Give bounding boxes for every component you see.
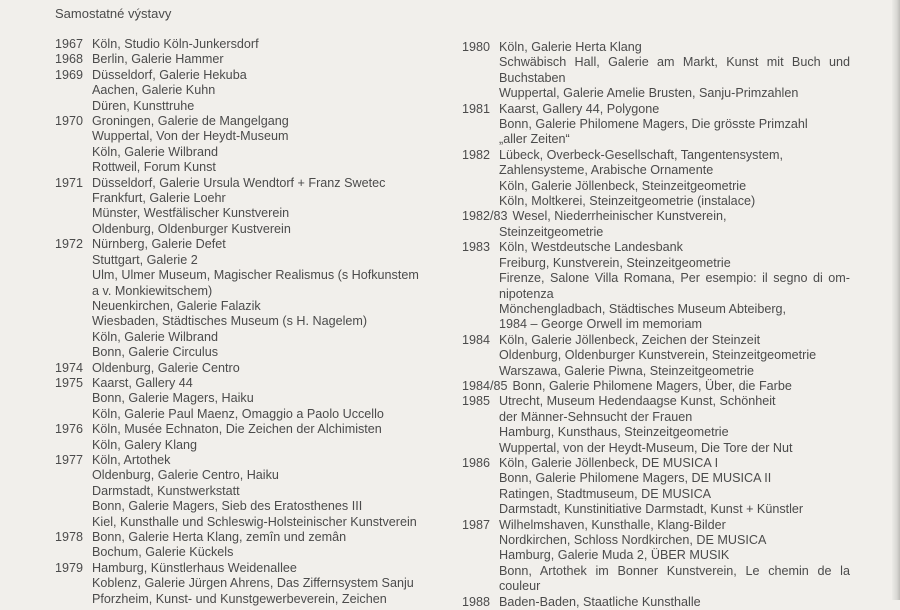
exhibition-venue: Freiburg, Kunstverein, Steinzeitgeometrie xyxy=(499,255,731,270)
exhibition-line xyxy=(55,376,440,391)
exhibition-year: 1984 xyxy=(462,332,491,347)
exhibition-line xyxy=(55,484,440,499)
exhibition-line xyxy=(55,222,440,237)
exhibition-year: 1985 xyxy=(462,394,491,409)
exhibition-line xyxy=(462,240,850,255)
exhibition-year xyxy=(55,484,92,499)
exhibition-year-entry xyxy=(462,333,850,379)
exhibition-line xyxy=(55,391,440,406)
exhibition-line xyxy=(55,468,440,483)
exhibition-venue: Darmstadt, Kunstinitiative Darmstadt, Kunst + Künstler xyxy=(499,502,804,517)
exhibition-venue: Darmstadt, Kunstwerkstatt xyxy=(92,483,240,498)
exhibition-year: 1982 xyxy=(462,147,491,162)
exhibition-venue: Köln, Galerie Jöllenbeck, Steinzeitgeometrie xyxy=(499,178,747,193)
exhibition-line xyxy=(462,86,850,101)
exhibition-year-entry xyxy=(462,240,850,332)
exhibition-year xyxy=(462,317,499,332)
exhibition-line xyxy=(55,561,440,576)
exhibition-year: 1975 xyxy=(55,375,84,390)
exhibition-line xyxy=(55,453,440,468)
exhibition-year: 1981 xyxy=(462,101,491,116)
exhibition-year xyxy=(462,225,499,240)
exhibition-year-entry xyxy=(462,456,850,518)
exhibitions-column-left xyxy=(55,37,440,607)
exhibition-year-entry xyxy=(55,237,440,360)
exhibition-venue: Oldenburg, Galerie Centro xyxy=(92,360,240,375)
exhibition-venue: Wuppertal, von der Heydt-Museum, Die Tore der Nut xyxy=(499,440,793,455)
exhibition-year xyxy=(462,86,499,101)
exhibition-line xyxy=(462,179,850,194)
exhibition-year xyxy=(462,441,499,456)
exhibition-year-entry xyxy=(55,530,440,561)
exhibition-year xyxy=(55,129,92,144)
exhibition-year xyxy=(462,302,499,317)
exhibition-year: 1986 xyxy=(462,455,491,470)
exhibition-year xyxy=(55,160,92,175)
exhibition-line xyxy=(462,132,850,147)
exhibition-venue: Schwäbisch Hall, Galerie am Markt, Kunst mit Buch und xyxy=(499,55,850,70)
exhibition-venue: Groningen, Galerie de Mangelgang xyxy=(92,114,289,129)
exhibition-year-entry xyxy=(462,40,850,102)
exhibition-venue: Köln, Studio Köln-Junkersdorf xyxy=(92,37,259,51)
section-heading: Samostatné výstavy xyxy=(55,6,172,21)
exhibition-year-entry xyxy=(55,68,440,114)
exhibition-line xyxy=(462,441,850,456)
exhibition-venue: Bonn, Galerie Circulus xyxy=(92,345,218,360)
exhibition-year-entry xyxy=(55,422,440,453)
exhibition-venue: Wilhelmshaven, Kunsthalle, Klang-Bilder xyxy=(499,517,726,532)
exhibition-venue: Lübeck, Overbeck-Gesellschaft, Tangentensystem, xyxy=(499,147,783,162)
exhibition-line xyxy=(55,499,440,514)
exhibition-year-entry xyxy=(55,561,440,607)
exhibition-venue: Kaarst, Gallery 44 xyxy=(92,375,193,390)
exhibition-line xyxy=(55,545,440,560)
exhibition-line xyxy=(462,302,850,317)
exhibition-venue: Köln, Galerie Herta Klang xyxy=(499,40,642,54)
exhibition-year xyxy=(55,330,92,345)
exhibition-line xyxy=(55,237,440,252)
exhibition-line xyxy=(55,330,440,345)
exhibition-year xyxy=(462,179,499,194)
exhibition-venue: 1984 – George Orwell im memoriam xyxy=(499,317,702,332)
exhibition-year xyxy=(55,206,92,221)
exhibition-line xyxy=(462,287,850,302)
exhibition-year-entry xyxy=(55,114,440,176)
exhibition-line xyxy=(462,40,850,55)
exhibition-year xyxy=(462,271,499,286)
exhibition-line xyxy=(55,515,440,530)
exhibition-year xyxy=(462,502,499,517)
exhibition-line xyxy=(55,268,440,283)
exhibition-venue: Hamburg, Kunsthaus, Steinzeitgeometrie xyxy=(499,425,729,440)
exhibition-year xyxy=(462,287,499,302)
exhibition-year: 1984/85 xyxy=(462,378,508,393)
exhibition-venue: Pforzheim, Kunst- und Kunstgewerbeverein, Zeichen xyxy=(92,591,387,606)
exhibition-line xyxy=(462,410,850,425)
exhibition-line xyxy=(462,595,850,610)
exhibition-year xyxy=(462,256,499,271)
exhibition-line xyxy=(55,191,440,206)
exhibition-line xyxy=(462,564,850,579)
exhibition-venue: „aller Zeiten“ xyxy=(499,132,570,147)
exhibition-line xyxy=(55,284,440,299)
exhibition-year-entry xyxy=(462,148,850,210)
exhibition-year xyxy=(55,407,92,422)
exhibition-venue: Aachen, Galerie Kuhn xyxy=(92,83,216,98)
exhibition-venue: Warszawa, Galerie Piwna, Steinzeitgeometrie xyxy=(499,363,755,378)
exhibition-line xyxy=(55,160,440,175)
exhibition-venue: Bonn, Galerie Philomene Magers, Über, die Farbe xyxy=(512,378,792,393)
exhibition-line xyxy=(462,487,850,502)
exhibition-venue: Wuppertal, Von der Heydt-Museum xyxy=(92,129,289,144)
exhibition-venue: Wuppertal, Galerie Amelie Brusten, Sanju-Primzahlen xyxy=(499,86,799,101)
exhibition-venue: couleur xyxy=(499,579,541,594)
exhibition-year xyxy=(462,548,499,563)
exhibition-year xyxy=(55,468,92,483)
exhibition-year: 1970 xyxy=(55,114,84,129)
exhibition-line xyxy=(55,438,440,453)
exhibition-line xyxy=(55,99,440,114)
exhibition-line xyxy=(55,68,440,83)
exhibition-year-entry xyxy=(462,518,850,595)
exhibition-venue: Oldenburg, Oldenburger Kustverein xyxy=(92,221,291,236)
exhibition-venue: Köln, Galerie Jöllenbeck, DE MUSICA I xyxy=(499,455,719,470)
exhibition-year-entry xyxy=(462,379,850,394)
exhibition-line xyxy=(462,71,850,86)
exhibition-year-entry xyxy=(55,176,440,238)
exhibition-venue: Bonn, Galerie Philomene Magers, Die grösste Primzahl xyxy=(499,117,808,132)
exhibition-year: 1967 xyxy=(55,37,84,51)
exhibition-venue: Köln, Musée Echnaton, Die Zeichen der Alchimisten xyxy=(92,422,382,437)
exhibition-line xyxy=(462,579,850,594)
exhibition-venue: Firenze, Salone Villa Romana, Per esempio: il segno di om- xyxy=(499,271,850,286)
exhibition-year: 1972 xyxy=(55,237,84,252)
exhibition-line xyxy=(462,148,850,163)
exhibition-line xyxy=(55,253,440,268)
exhibition-venue: Rottweil, Forum Kunst xyxy=(92,160,216,175)
exhibition-year: 1974 xyxy=(55,360,84,375)
exhibition-line xyxy=(462,117,850,132)
exhibition-venue: Bonn, Galerie Magers, Sieb des Eratosthenes III xyxy=(92,499,363,514)
exhibition-year xyxy=(462,55,499,70)
exhibition-line xyxy=(55,314,440,329)
exhibition-venue: Köln, Galerie Wilbrand xyxy=(92,329,218,344)
exhibition-venue: Nordkirchen, Schloss Nordkirchen, DE MUSICA xyxy=(499,533,767,547)
exhibition-line xyxy=(462,55,850,70)
exhibition-year: 1979 xyxy=(55,560,84,575)
exhibition-line xyxy=(462,548,850,563)
exhibition-year-entry xyxy=(55,52,440,67)
exhibition-venue: Neuenkirchen, Galerie Falazik xyxy=(92,298,261,313)
exhibition-year xyxy=(462,425,499,440)
exhibition-venue: nipotenza xyxy=(499,286,554,301)
exhibition-line xyxy=(462,209,850,224)
exhibition-line xyxy=(55,345,440,360)
exhibition-venue: a v. Monkiewitschem) xyxy=(92,283,213,298)
exhibition-year xyxy=(55,314,92,329)
exhibition-venue: Bonn, Artothek im Bonner Kunstverein, Le chemin de la xyxy=(499,563,850,578)
exhibition-line xyxy=(462,271,850,286)
exhibition-venue: Bonn, Galerie Magers, Haiku xyxy=(92,391,254,406)
exhibition-line xyxy=(55,176,440,191)
exhibition-line xyxy=(55,37,440,52)
exhibition-year-entry xyxy=(462,394,850,456)
exhibition-year-entry xyxy=(55,453,440,530)
exhibition-year xyxy=(462,132,499,147)
exhibition-venue: Ratingen, Stadtmuseum, DE MUSICA xyxy=(499,486,712,501)
exhibition-venue: Münster, Westfälischer Kunstverein xyxy=(92,206,290,221)
exhibition-year xyxy=(462,348,499,363)
exhibition-year xyxy=(462,533,499,548)
exhibition-venue: Bonn, Galerie Philomene Magers, DE MUSICA II xyxy=(499,471,772,486)
exhibition-year xyxy=(55,545,92,560)
exhibition-venue: Koblenz, Galerie Jürgen Ahrens, Das Ziffernsystem Sanju xyxy=(92,576,414,591)
exhibition-year: 1977 xyxy=(55,452,84,467)
exhibition-line xyxy=(462,102,850,117)
exhibition-year xyxy=(55,391,92,406)
exhibition-year: 1980 xyxy=(462,40,491,54)
exhibition-year: 1976 xyxy=(55,422,84,437)
exhibition-line xyxy=(55,299,440,314)
exhibition-year xyxy=(55,515,92,530)
exhibition-venue: Buchstaben xyxy=(499,70,566,85)
exhibition-year xyxy=(462,564,499,579)
exhibition-year xyxy=(55,345,92,360)
exhibition-year-entry xyxy=(55,361,440,376)
exhibition-line xyxy=(462,471,850,486)
exhibition-line xyxy=(462,394,850,409)
exhibition-year: 1968 xyxy=(55,52,84,67)
exhibition-year xyxy=(55,145,92,160)
exhibition-venue: Frankfurt, Galerie Loehr xyxy=(92,191,226,206)
exhibition-year: 1978 xyxy=(55,530,84,544)
exhibition-year xyxy=(55,99,92,114)
exhibition-year: 1982/83 xyxy=(462,209,508,224)
exhibition-year xyxy=(462,194,499,209)
exhibition-venue: Kiel, Kunsthalle und Schleswig-Holsteinischer Kunstverein xyxy=(92,514,417,529)
exhibition-venue: Nürnberg, Galerie Defet xyxy=(92,237,226,252)
exhibition-year xyxy=(55,499,92,514)
exhibition-venue: Köln, Galerie Paul Maenz, Omaggio a Paolo Uccello xyxy=(92,406,384,421)
exhibition-year xyxy=(462,117,499,132)
exhibition-venue: Berlin, Galerie Hammer xyxy=(92,52,224,67)
exhibition-year xyxy=(55,222,92,237)
exhibition-year xyxy=(462,163,499,178)
exhibition-year xyxy=(462,364,499,379)
exhibition-line xyxy=(55,129,440,144)
exhibition-venue: Köln, Galery Klang xyxy=(92,437,198,452)
exhibition-line xyxy=(55,145,440,160)
exhibition-venue: Ulm, Ulmer Museum, Magischer Realismus (s Hofkunstem xyxy=(92,268,419,283)
exhibition-year xyxy=(462,71,499,86)
exhibition-venue: der Männer-Sehnsucht der Frauen xyxy=(499,409,693,424)
exhibition-venue: Bochum, Galerie Kückels xyxy=(92,545,234,560)
exhibition-year-entry xyxy=(55,37,440,52)
exhibition-year xyxy=(55,253,92,268)
exhibition-line xyxy=(462,256,850,271)
exhibition-line xyxy=(55,52,440,67)
exhibition-year-entry xyxy=(462,595,850,610)
exhibition-line xyxy=(55,576,440,591)
exhibition-year xyxy=(55,191,92,206)
exhibition-venue: Kaarst, Gallery 44, Polygone xyxy=(499,101,660,116)
exhibition-venue: Hamburg, Galerie Muda 2, ÜBER MUSIK xyxy=(499,548,730,563)
exhibition-venue: Köln, Moltkerei, Steinzeitgeometrie (instalace) xyxy=(499,194,756,209)
exhibition-year: 1983 xyxy=(462,240,491,255)
exhibition-line xyxy=(462,194,850,209)
exhibition-venue: Düsseldorf, Galerie Hekuba xyxy=(92,67,247,82)
exhibition-venue: Köln, Artothek xyxy=(92,452,171,467)
exhibition-venue: Mönchengladbach, Städtisches Museum Abteiberg, xyxy=(499,301,787,316)
exhibition-venue: Düren, Kunsttruhe xyxy=(92,98,195,113)
exhibition-line xyxy=(55,83,440,98)
exhibition-year xyxy=(462,410,499,425)
exhibition-year: 1971 xyxy=(55,175,84,190)
exhibition-year xyxy=(462,487,499,502)
exhibition-year xyxy=(55,592,92,607)
exhibition-line xyxy=(462,163,850,178)
exhibition-line xyxy=(462,379,850,394)
exhibition-line xyxy=(462,348,850,363)
exhibition-year xyxy=(55,284,92,299)
exhibition-venue: Hamburg, Künstlerhaus Weidenallee xyxy=(92,560,297,575)
exhibition-line xyxy=(55,206,440,221)
exhibition-venue: Oldenburg, Galerie Centro, Haiku xyxy=(92,468,279,483)
exhibition-year xyxy=(55,83,92,98)
exhibition-line xyxy=(55,361,440,376)
exhibition-venue: Köln, Westdeutsche Landesbank xyxy=(499,240,683,255)
exhibition-venue: Utrecht, Museum Hedendaagse Kunst, Schönheit xyxy=(499,394,776,409)
exhibition-year xyxy=(55,576,92,591)
exhibition-venue: Zahlensysteme, Arabische Ornamente xyxy=(499,163,714,178)
exhibition-year-entry xyxy=(462,209,850,240)
exhibition-year xyxy=(462,579,499,594)
exhibition-line xyxy=(462,364,850,379)
exhibition-year: 1987 xyxy=(462,517,491,532)
exhibition-line xyxy=(55,422,440,437)
exhibition-line xyxy=(462,317,850,332)
exhibition-line xyxy=(462,456,850,471)
exhibition-year: 1988 xyxy=(462,594,491,609)
exhibition-year xyxy=(55,438,92,453)
exhibition-venue: Wesel, Niederrheinischer Kunstverein, xyxy=(512,209,727,224)
exhibitions-column-right xyxy=(462,40,850,610)
exhibition-line xyxy=(462,333,850,348)
exhibition-venue: Wiesbaden, Städtisches Museum (s H. Nagelem) xyxy=(92,314,368,329)
exhibition-line xyxy=(462,425,850,440)
exhibition-line xyxy=(462,533,850,548)
page-edge xyxy=(892,0,900,600)
exhibition-year xyxy=(55,299,92,314)
exhibition-line xyxy=(55,114,440,129)
exhibition-venue: Köln, Galerie Jöllenbeck, Zeichen der Steinzeit xyxy=(499,332,761,347)
exhibition-line xyxy=(462,502,850,517)
exhibition-year: 1969 xyxy=(55,67,84,82)
exhibition-line xyxy=(55,592,440,607)
exhibition-line xyxy=(55,530,440,545)
exhibition-venue: Oldenburg, Oldenburger Kunstverein, Steinzeitgeometrie xyxy=(499,348,817,363)
exhibition-venue: Köln, Galerie Wilbrand xyxy=(92,144,218,159)
exhibition-venue: Stuttgart, Galerie 2 xyxy=(92,252,198,267)
exhibition-venue: Baden-Baden, Staatliche Kunsthalle xyxy=(499,594,701,609)
exhibition-line xyxy=(55,407,440,422)
exhibition-year-entry xyxy=(462,102,850,148)
exhibition-venue: Bonn, Galerie Herta Klang, zemîn und zemân xyxy=(92,530,347,544)
exhibition-year-entry xyxy=(55,376,440,422)
exhibition-venue: Düsseldorf, Galerie Ursula Wendtorf + Franz Swetec xyxy=(92,175,386,190)
exhibition-year xyxy=(462,471,499,486)
exhibition-venue: Steinzeitgeometrie xyxy=(499,224,604,239)
exhibition-line xyxy=(462,518,850,533)
exhibition-line xyxy=(462,225,850,240)
exhibition-year xyxy=(55,268,92,283)
